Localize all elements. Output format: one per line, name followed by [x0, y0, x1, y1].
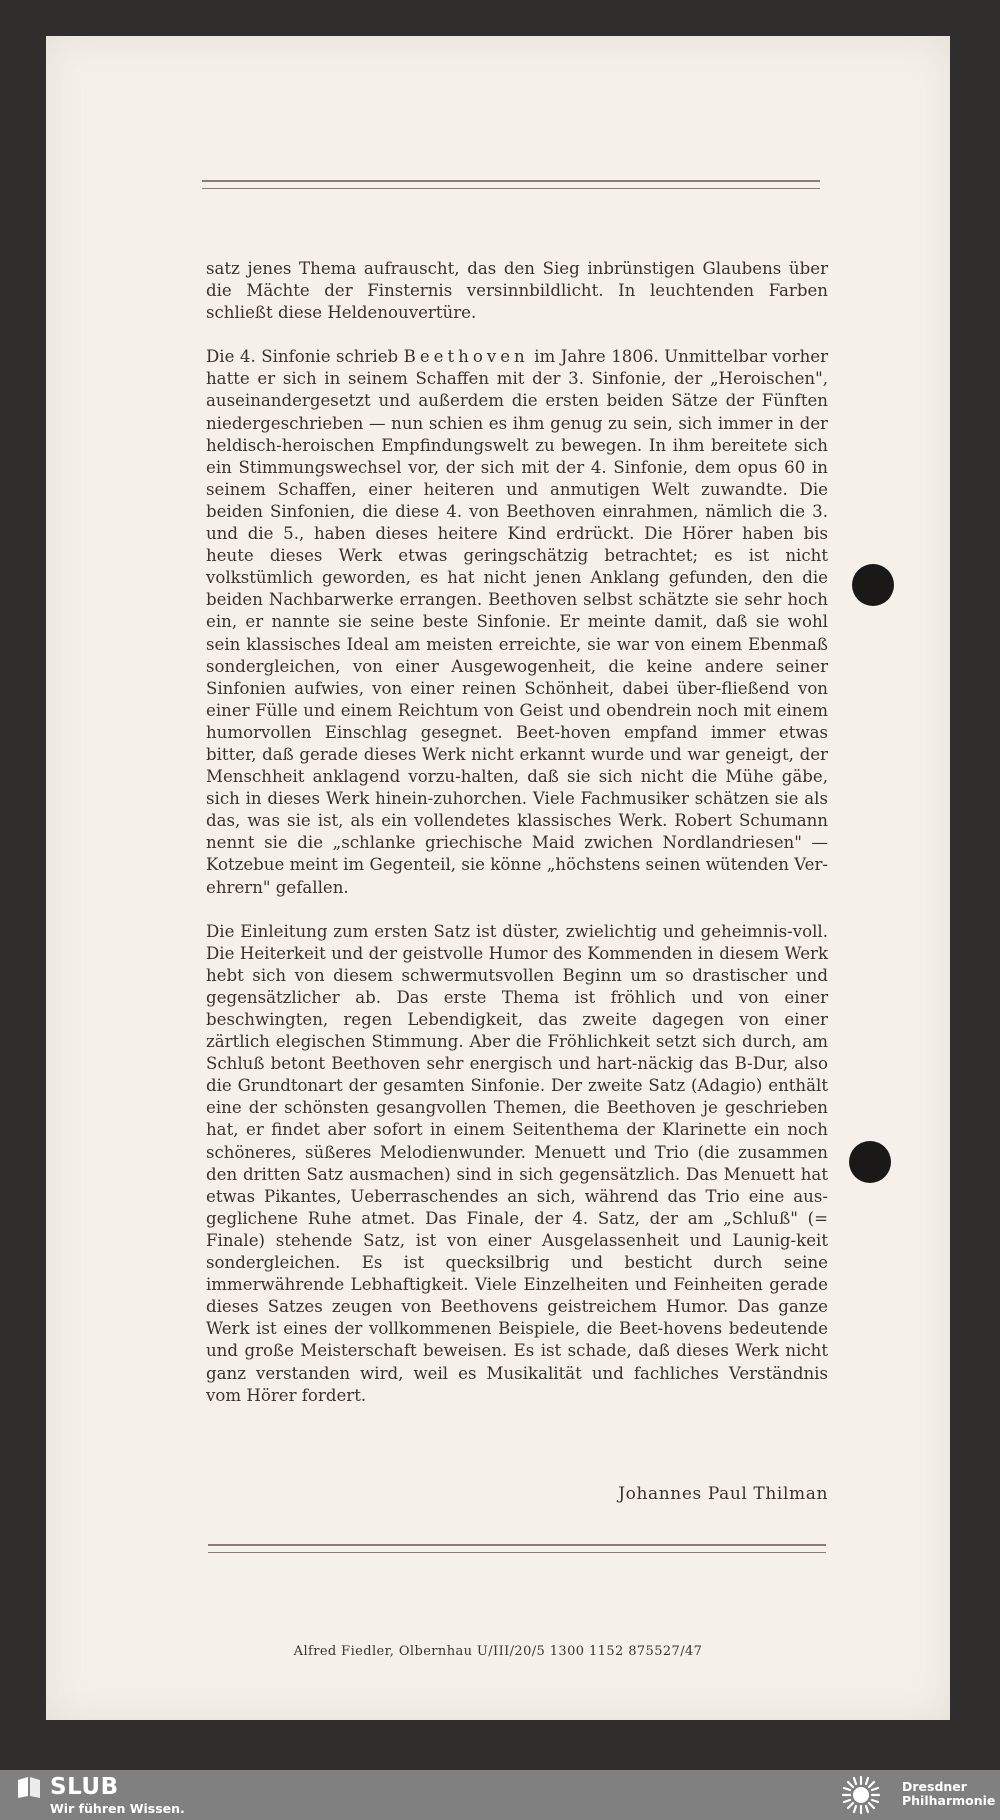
bottom-rule: [208, 1544, 826, 1553]
printer-imprint: Alfred Fiedler, Olbernhau U/III/20/5 1300 1152 875527/47: [293, 1644, 703, 1659]
spaced-composer-name: Beethoven: [403, 347, 529, 367]
paragraph-2: [206, 346, 828, 898]
footer-bar: [0, 1770, 1000, 1820]
author-signature: Johannes Paul Thilman: [618, 1484, 828, 1504]
body-text: [206, 258, 828, 1429]
partner-name-line2: Philharmonie: [902, 1793, 996, 1808]
slub-tagline: Wir führen Wissen.: [50, 1801, 185, 1816]
partner-name[interactable]: [902, 1780, 995, 1808]
paragraph-3: Die Einleitung zum ersten Satz ist düster, zwielichtig und geheimnis-voll. Die Heiterkeit und der geistvolle Humor des Kommenden in diesem Werk hebt sich von diesem schwermutsvollen Beginn um so drastischer und gegensätzlicher ab. Das erste Thema ist fröhlich und von einer beschwingten, regen Lebendigkeit, das zweite dagegen von einer zärtlich elegischen Stimmung. Aber die Fröhlichkeit setzt sich durch, am Schluß betont Beethoven sehr energisch und hart-näckig das B-Dur, also die Grundtonart der gesamten Sinfonie. Der zweite Satz (Adagio) enthält eine der schönsten gesangvollen Themen, die Beethoven je geschrieben hat, er findet aber sofort in einem Seitenthema der Klarinette ein noch schöneres, süßeres Melodienwunder. Menuett und Trio (die zusammen den dritten Satz ausmachen) sind in sich gegensätzlich. Das Menuett hat etwas Pikantes, Ueberraschendes an sich, während das Trio eine aus-geglichene Ruhe atmet. Das Finale, der 4. Satz, der am „Schluß" (= Finale) stehende Satz, ist von einer Ausgelassenheit und Launig-keit sondergleichen. Es ist quecksilbrig und besticht durch seine immerwährende Lebhaftigkeit. Viele Einzelheiten und Feinheiten gerade dieses Satzes zeugen von Beethovens geistreichem Humor. Das ganze Werk ist eines der vollkommenen Beispiele, die Beet-hovens bedeutende und große Meisterschaft beweisen. Es ist schade, daß dieses Werk nicht ganz verstanden wird, weil es Musikalität und fachliches Verständnis vom Hörer fordert.: [206, 921, 828, 1405]
slub-book-icon: [16, 1774, 42, 1800]
document-page: [46, 36, 950, 1720]
top-rule: [202, 180, 820, 189]
punch-hole-lower: [849, 1141, 891, 1183]
paragraph-2-continued: Beethoven selbst schätzte sie sehr hoch ein, er nannte sie seine beste Sinfonie. Er meinte damit, daß sie wohl sein klassisches Ideal am meisten erreichte, sie war von einem Ebenmaß sondergleichen, von einer Ausgewogenheit, die keine andere seiner Sinfonien aufwies, von einer reinen Schönheit, dabei über-fließend von einer Fülle und einem Reichtum von Geist und obendrein noch mit einem humorvollen Einschlag gesegnet. Beet-hoven empfand immer etwas bitter, daß gerade dieses Werk nicht erkannt wurde und war geneigt, der Menschheit anklagend vorzu-halten, daß sie sich nicht die Mühe gäbe, sich in dieses Werk hinein-zuhorchen. Viele Fachmusiker schätzen sie als das, was sie ist, als ein vollendetes klassisches Werk. Robert Schumann nennt sie die „schlanke griechische Maid zwichen Nordlandriesen" — Kotzebue meint im Gegenteil, sie könne „höchstens seinen wütenden Ver-ehrern" gefallen.: [206, 590, 828, 897]
paragraph-1: satz jenes Thema aufrauscht, das den Sieg inbrünstigen Glaubens über die Mächte der Finsternis versinnbildlicht. In leuchtenden Farben schließt diese Heldenouvertüre.: [206, 259, 828, 323]
paragraph-2-intro: Die 4. Sinfonie schrieb: [206, 347, 399, 367]
paragraph-2-rest: im Jahre 1806. Unmittelbar vorher hatte er sich in seinem Schaffen mit der 3. Sinfonie, der „Heroischen", auseinandergesetzt und außerdem die ersten beiden Sätze der Fünften niedergeschrieben — nun schien es ihm genug zu sein, sich immer in der heldisch-heroischen Empfindungswelt zu bewegen. In ihm bereitete sich ein Stimmungswechsel vor, der sich mit der 4. Sinfonie, dem opus 60 in seinem Schaffen, einer heiteren und anmutigen Welt zuwandte. Die beiden Sinfonien, die diese 4. von Beethoven einrahmen, nämlich die 3. und die 5., haben dieses heitere Kind erdrückt. Die Hörer haben bis heute dieses Werk etwas geringschätzig betrachtet; es ist nicht volkstümlich geworden, es hat nicht jenen Anklang gefunden, den die beiden Nachbarwerke errangen.: [206, 347, 829, 610]
punch-hole-upper: [852, 564, 894, 606]
partner-name-line1: Dresdner: [902, 1779, 967, 1794]
slub-name[interactable]: SLUB: [50, 1774, 119, 1800]
philharmonie-logo-icon: [838, 1772, 884, 1818]
